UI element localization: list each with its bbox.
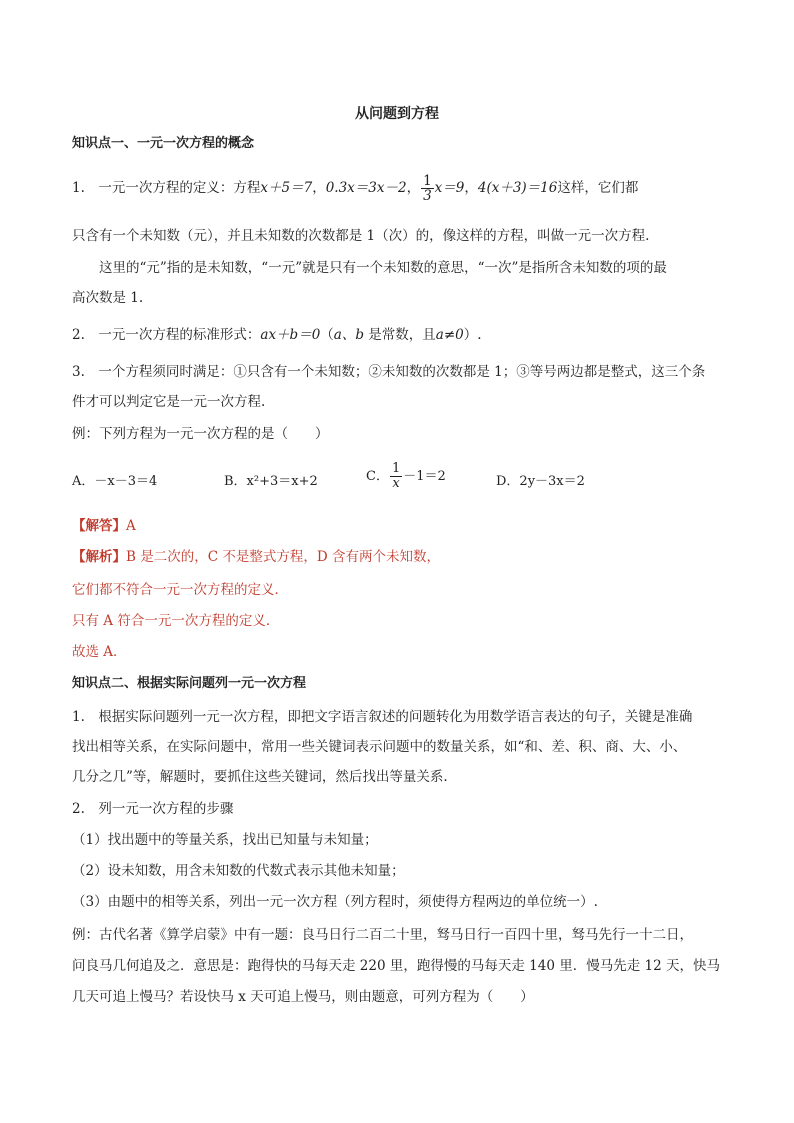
- option-b: B．x²+3＝x+2: [224, 474, 318, 489]
- paren: （: [320, 327, 334, 343]
- equation-4: 4(x＋3)＝16: [477, 180, 558, 196]
- option-c-prefix: C．: [366, 469, 389, 484]
- separator: ，: [464, 180, 478, 196]
- answer-label: 【解答】: [72, 518, 126, 534]
- standard-form-line: [72, 325, 482, 345]
- analysis-line2: 它们都不符合一元一次方程的定义．: [72, 582, 288, 598]
- step-2: （2）设未知数，用含未知数的代数式表示其他未知量；: [72, 863, 405, 879]
- answer-value: A: [126, 518, 136, 534]
- fraction-denominator: x: [392, 476, 400, 491]
- separator: ，: [312, 180, 326, 196]
- steps-heading: 2. 列一元一次方程的步骤: [72, 801, 234, 817]
- definition-line4: 高次数是 1.: [72, 290, 144, 306]
- conditions-line2: 件才可以判定它是一元一次方程.: [72, 394, 266, 410]
- option-a: A．－x－3＝4: [72, 474, 158, 489]
- step-3: （3）由题中的相等关系，列出一元一次方程（列方程时，须使得方程两边的单位统一）.: [72, 894, 598, 910]
- conditions-line1: 3. 一个方程须同时满足：①只含有一个未知数；②未知数的次数都是 1；③等号两边都是整式，这三个条: [72, 364, 706, 380]
- definition-line1: [72, 174, 638, 203]
- analysis-line1: [72, 547, 440, 567]
- section2-p1-line3: 几分之几”等，解题时，要抓住这些关键词，然后找出等量关系.: [72, 769, 448, 785]
- answer-line: [72, 516, 136, 536]
- definition-prefix: 1. 一元一次方程的定义：方程: [72, 180, 261, 196]
- section2-p1-line1: 1. 根据实际问题列一元一次方程，即把文字语言叙述的问题转化为用数学语言表达的句子，关键是准确: [72, 709, 693, 725]
- option-c: [366, 462, 446, 491]
- separator: ，: [406, 180, 421, 196]
- equation-2: 0.3x＝3x－2: [325, 180, 407, 196]
- coefficients: a、b: [333, 327, 364, 343]
- example-question: 例：下列方程为一元一次方程的是（ ）: [72, 426, 329, 442]
- option-c-suffix: －1＝2: [403, 469, 446, 484]
- section2-p1-line2: 找出相等关系，在实际问题中，常用一些关键词表示问题中的数量关系，如“和、差、积、商、大、小、: [72, 739, 687, 755]
- step-1: （1）找出题中的等量关系，找出已知量与未知量；: [72, 832, 378, 848]
- analysis-text: B 是二次的，C 不是整式方程，D 含有两个未知数，: [126, 549, 440, 565]
- analysis-line3: 只有 A 符合一元一次方程的定义．: [72, 613, 280, 629]
- example2-line2: 问良马几何追及之．意思是：跑得快的马每天走 220 里，跑得慢的马每天走 140 里．慢马先走 12 天，快马: [72, 958, 720, 974]
- analysis-label: 【解析】: [72, 549, 126, 565]
- equation-1: x＋5＝7: [260, 180, 313, 196]
- fraction-denominator: 3: [423, 188, 432, 204]
- fraction-numerator: 1: [423, 173, 432, 189]
- example2-line1: 例：古代名著《算学启蒙》中有一题：良马日行二百二十里，驽马日行一百四十里，驽马先行一十二日，: [72, 927, 693, 943]
- option-d: D．2y－3x＝2: [496, 474, 585, 489]
- fraction-one-third: [421, 174, 434, 203]
- analysis-line4: 故选 A．: [72, 644, 127, 660]
- section1-heading: 知识点一、一元一次方程的概念: [72, 136, 255, 151]
- paren-close: ）.: [463, 327, 482, 343]
- standard-form-prefix: 2. 一元一次方程的标准形式：: [72, 327, 261, 343]
- example2-line3: 几天可追上慢马？若设快马 x 天可追上慢马，则由题意，可列方程为（ ）: [72, 989, 534, 1005]
- definition-line3: 这里的“元”指的是未知数，“一元”就是只有一个未知数的意思，“一次”是指所含未知数的项的最: [72, 260, 667, 276]
- definition-line2: 只含有一个未知数（元），并且未知数的次数都是 1（次）的，像这样的方程，叫做一元一次方程.: [72, 228, 650, 244]
- option-c-fraction: [390, 462, 402, 491]
- equation-3-tail: x＝9: [434, 180, 465, 196]
- condition: a≠0: [435, 327, 464, 343]
- standard-form-equation: ax＋b＝0: [260, 327, 321, 343]
- definition-suffix: 这样，它们都: [557, 180, 639, 196]
- page-title: 从问题到方程: [355, 106, 439, 122]
- condition-text: 是常数，且: [364, 327, 436, 343]
- section2-heading: 知识点二、根据实际问题列一元一次方程: [72, 676, 307, 691]
- fraction-numerator: 1: [391, 461, 401, 476]
